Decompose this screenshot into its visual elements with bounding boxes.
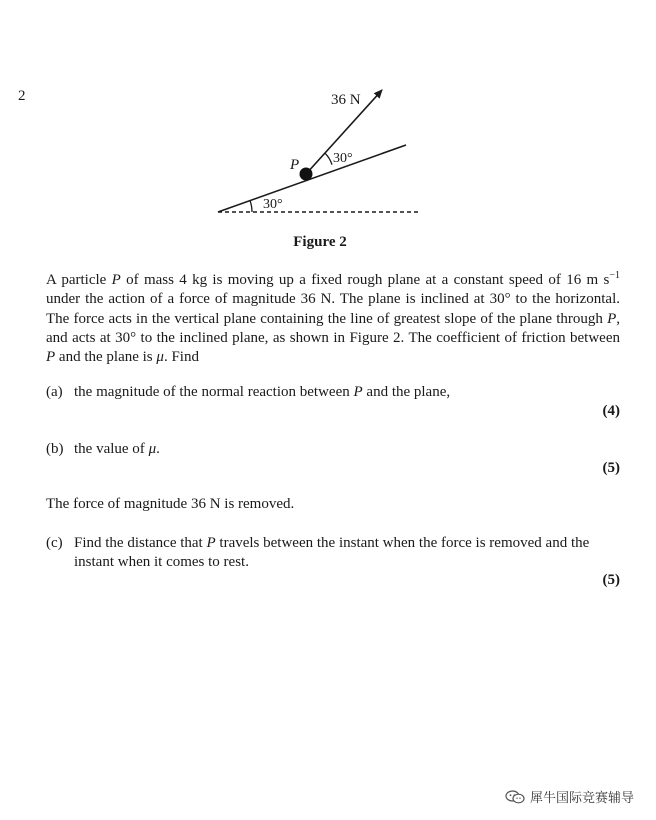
- particle-label: P: [290, 157, 300, 173]
- wechat-icon: [505, 790, 525, 804]
- part-c-text: Find the distance that P travels between the instant when the force is removed and the instant when it comes to rest.: [74, 535, 590, 571]
- part-a: [46, 383, 620, 402]
- problem-paragraph: A particle P of mass 4 kg is moving up a fixed rough plane at a constant speed of 16 m $s^{-1}$ under the action of a force of magnitude 36 N. The plane is inclined at 30° to the horizontal. The force acts in the vertical plane containing the line of greatest slope of the plane through P, and acts at 30° to the inclined plane, as shown in Figure 2. The coefficient of friction between P and the plane is μ. Find: [46, 270, 620, 366]
- watermark-text: 犀牛国际竞赛辅导: [529, 791, 634, 806]
- incline-angle-label: 30°: [263, 197, 283, 212]
- question-number: 2: [18, 88, 26, 104]
- part-b: [46, 440, 620, 459]
- problem-statement: [46, 271, 620, 367]
- part-b-text: the value of μ.: [74, 441, 160, 457]
- watermark: [505, 787, 634, 806]
- figure-caption-text: Figure 2: [293, 234, 347, 250]
- part-b-marks: (5): [602, 460, 620, 476]
- figure-caption: [0, 234, 656, 251]
- part-b-label: (b): [46, 441, 64, 457]
- incline-angle-arc: [250, 201, 252, 213]
- part-c-marks: (5): [602, 572, 620, 588]
- figure-2-diagram: [0, 0, 656, 260]
- force-angle-label: 30°: [333, 151, 353, 166]
- part-c: [46, 534, 620, 573]
- inclined-plane-line: [218, 145, 406, 212]
- force-angle-arc: [325, 153, 332, 165]
- part-a-marks: (4): [602, 403, 620, 419]
- part-c-label: (c): [46, 535, 63, 551]
- part-a-label: (a): [46, 384, 63, 400]
- particle-dot: [300, 168, 313, 181]
- part-a-text: the magnitude of the normal reaction between P and the plane,: [74, 384, 451, 400]
- force-label: 36 N: [331, 92, 361, 108]
- force-removed-statement: The force of magnitude 36 N is removed.: [46, 496, 295, 512]
